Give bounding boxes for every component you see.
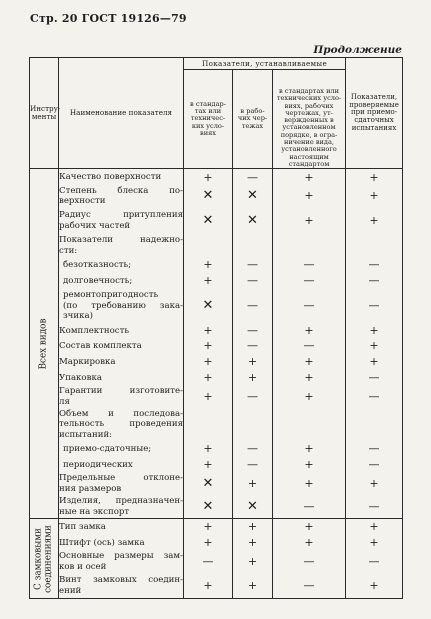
mark-cell	[346, 235, 403, 257]
mark-cell	[233, 408, 273, 441]
col-instruments-label: Инстру- менты	[30, 103, 61, 122]
table-row	[30, 473, 403, 495]
mark-cell: —	[233, 257, 273, 273]
mark-cell: —	[233, 169, 273, 186]
instrument-group-label: С замковыми соединениями	[33, 524, 53, 593]
indicator-name: долговечность;	[59, 273, 184, 289]
mark-cell: —	[273, 257, 346, 273]
table-row	[30, 551, 403, 573]
indicators-table	[29, 57, 403, 599]
mark-cell: ✕	[184, 207, 233, 235]
mark-cell: +	[233, 535, 273, 551]
col-established-group: Показатели, устанавливаемые	[184, 58, 346, 70]
table-row	[30, 495, 403, 519]
indicator-name: Объем и последова- тельность проведения испытаний:	[59, 408, 183, 440]
table-row	[30, 519, 403, 535]
mark-cell: +	[184, 457, 233, 473]
instrument-group	[30, 519, 59, 599]
mark-cell: +	[184, 273, 233, 289]
mark-cell: +	[233, 473, 273, 495]
mark-cell: ✕	[184, 473, 233, 495]
mark-cell: —	[233, 323, 273, 339]
mark-cell: +	[273, 457, 346, 473]
col-work-drawings-label: в рабо- чих чер- тежах	[237, 107, 268, 130]
table-row	[30, 457, 403, 473]
table-row	[30, 323, 403, 339]
mark-cell: —	[184, 551, 233, 573]
instrument-group-label: Всех видов	[38, 318, 49, 370]
indicator-name: Штифт (ось) замка	[59, 535, 184, 551]
mark-cell: —	[273, 289, 346, 323]
mark-cell: ✕	[184, 289, 233, 323]
col-instruments	[30, 58, 59, 169]
mark-cell: +	[233, 573, 273, 599]
mark-cell: +	[273, 386, 346, 408]
col-standards-spec-label: в стандар- тах или техничес- ких усло- виях	[190, 99, 226, 138]
mark-cell: —	[346, 370, 403, 386]
mark-cell: —	[346, 441, 403, 457]
mark-cell: +	[346, 473, 403, 495]
col-acceptance-tests-label: Показатели, проверяемые при приемо- сдаточных испытаниях	[349, 93, 399, 132]
mark-cell: —	[273, 573, 346, 599]
mark-cell	[273, 235, 346, 257]
mark-cell: +	[273, 535, 346, 551]
mark-cell: +	[346, 323, 403, 339]
mark-cell: ✕	[184, 186, 233, 207]
mark-cell: —	[346, 495, 403, 519]
mark-cell: —	[346, 551, 403, 573]
indicator-name: Гарантии изготовите- ля	[59, 386, 183, 407]
mark-cell: —	[346, 257, 403, 273]
table-row	[30, 207, 403, 235]
mark-cell: +	[184, 535, 233, 551]
indicator-name: Состав комплекта	[59, 339, 184, 354]
table-row	[30, 289, 403, 323]
table-row	[30, 169, 403, 186]
col-limited-standards-label: в стандартах или технических усло- виях, рабочих чертежах, ут- вержденных в установленном порядке, в огра- ничение вида, установленного настоящим стандартом	[276, 87, 342, 168]
indicator-name: Маркировка	[59, 354, 184, 370]
mark-cell: +	[233, 519, 273, 535]
mark-cell: —	[233, 457, 273, 473]
indicator-name: Тип замка	[59, 519, 184, 535]
mark-cell: —	[346, 386, 403, 408]
table-row	[30, 354, 403, 370]
table-row	[30, 386, 403, 408]
table-row	[30, 573, 403, 599]
mark-cell: +	[273, 186, 346, 207]
indicator-name: безотказность;	[59, 257, 184, 273]
mark-cell: +	[233, 551, 273, 573]
continuation-label: Продолжение	[313, 44, 402, 56]
mark-cell	[346, 408, 403, 441]
mark-cell: —	[346, 273, 403, 289]
indicator-name: Изделия, предназначен- ные на экспорт	[59, 495, 184, 519]
mark-cell: —	[233, 441, 273, 457]
mark-cell: —	[273, 495, 346, 519]
mark-cell: ✕	[233, 207, 273, 235]
mark-cell: —	[273, 339, 346, 354]
indicator-name: Степень блеска по- верхности	[59, 185, 183, 207]
mark-cell: +	[233, 370, 273, 386]
indicator-name: приемо-сдаточные;	[59, 441, 184, 457]
table-row	[30, 186, 403, 207]
mark-cell	[273, 408, 346, 441]
mark-cell	[233, 235, 273, 257]
col-work-drawings	[233, 70, 273, 169]
mark-cell: +	[273, 519, 346, 535]
mark-cell: +	[184, 354, 233, 370]
indicator-name: Показатели надежно- сти:	[59, 235, 183, 256]
mark-cell: +	[346, 535, 403, 551]
mark-cell: —	[346, 457, 403, 473]
mark-cell: ✕	[184, 495, 233, 519]
mark-cell: —	[233, 273, 273, 289]
col-standards-spec	[184, 70, 233, 169]
indicator-name: Качество поверхности	[59, 169, 184, 186]
col-acceptance-tests	[346, 58, 403, 169]
mark-cell: +	[346, 519, 403, 535]
instrument-group	[30, 169, 59, 519]
mark-cell: ✕	[233, 186, 273, 207]
mark-cell: +	[184, 573, 233, 599]
mark-cell: +	[233, 354, 273, 370]
mark-cell: +	[273, 473, 346, 495]
mark-cell: +	[184, 339, 233, 354]
mark-cell	[184, 408, 233, 441]
mark-cell: +	[346, 354, 403, 370]
mark-cell: +	[184, 257, 233, 273]
mark-cell: +	[184, 441, 233, 457]
mark-cell: —	[233, 339, 273, 354]
mark-cell: +	[184, 519, 233, 535]
mark-cell: +	[273, 323, 346, 339]
table-row	[30, 273, 403, 289]
table-row	[30, 441, 403, 457]
mark-cell: +	[346, 186, 403, 207]
mark-cell: —	[233, 289, 273, 323]
indicator-name: Упаковка	[59, 370, 184, 386]
mark-cell: +	[273, 441, 346, 457]
mark-cell: +	[184, 169, 233, 186]
mark-cell: —	[346, 289, 403, 323]
mark-cell: +	[273, 169, 346, 186]
table-row	[30, 408, 403, 441]
mark-cell: +	[273, 354, 346, 370]
mark-cell: +	[273, 370, 346, 386]
mark-cell: +	[346, 207, 403, 235]
mark-cell: +	[346, 573, 403, 599]
mark-cell: —	[273, 551, 346, 573]
mark-cell: +	[346, 339, 403, 354]
indicator-name: Основные размеры зам- ков и осей	[59, 551, 183, 572]
indicator-name: Комплектность	[59, 323, 184, 339]
page-header: Стр. 20 ГОСТ 19126—79	[30, 12, 187, 25]
col-limited-standards	[273, 70, 346, 169]
table-row	[30, 370, 403, 386]
mark-cell: +	[184, 370, 233, 386]
indicator-name: Предельные отклоне- ния размеров	[59, 473, 183, 494]
mark-cell: —	[233, 386, 273, 408]
mark-cell: +	[346, 169, 403, 186]
mark-cell: +	[184, 386, 233, 408]
table-row	[30, 235, 403, 257]
indicator-name: Радиус притупления рабочих частей	[59, 207, 184, 235]
table-row	[30, 257, 403, 273]
mark-cell: +	[184, 323, 233, 339]
mark-cell: —	[273, 273, 346, 289]
mark-cell	[184, 235, 233, 257]
mark-cell: +	[273, 207, 346, 235]
table-row	[30, 339, 403, 354]
indicator-name: Винт замковых соедин- ений	[59, 573, 184, 599]
mark-cell: ✕	[233, 495, 273, 519]
col-indicator-name	[59, 58, 184, 169]
col-indicator-name-label: Наименование показателя	[69, 107, 173, 117]
indicator-name: периодических	[59, 457, 184, 473]
indicator-name: ремонтопригодность (по требованию зака- зчика)	[59, 289, 184, 323]
table-row	[30, 535, 403, 551]
